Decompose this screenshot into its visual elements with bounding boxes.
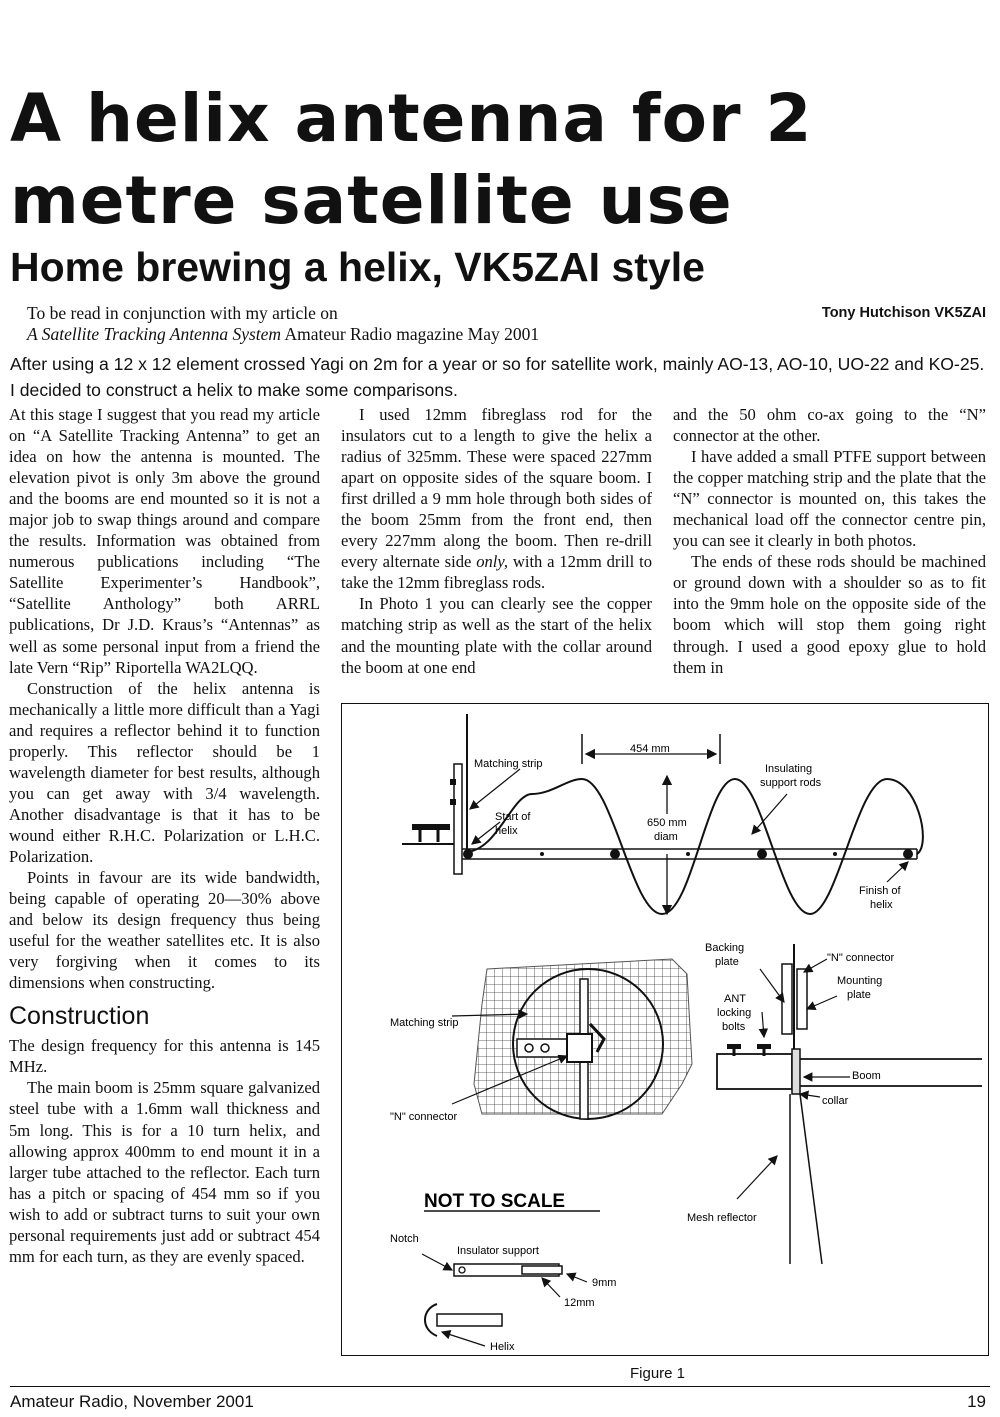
- label-mounting-1: Mounting: [837, 975, 883, 987]
- label-start-1: Start of: [495, 811, 531, 823]
- figure-1-diagram: [341, 703, 989, 1356]
- helix-coil: [465, 779, 923, 914]
- col2-p1-emphasis: only,: [476, 552, 509, 572]
- col1-paragraph-3: Points in favour are its wide bandwidth, being capable of operating 20—30% above and below its design frequency thus being useful for the weather satellites etc. It is also very forgiving when it comes to its dimensions when constructing.: [9, 868, 320, 993]
- col1-paragraph-1: At this stage I suggest that you read my article on “A Satellite Tracking Antenna” to get an idea on how the antenna is mounted. The elevation pivot is only 3m above the ground and the booms are end mounted so it is not a major job to swap things around and compare the results. Information was obtained from numerous publications including “The Satellite Experimenter’s Handbook”, “Satellite Anthology” both ARRL publications, Dr J.D. Kraus’s “Antennas” as well as some personal input from a friend the late Vern “Rip” Riportella WA2LQQ.: [9, 405, 320, 677]
- label-insulator-support: Insulator support: [457, 1245, 539, 1257]
- construction-heading: Construction: [9, 1002, 150, 1031]
- col2-p1-b: with a 12mm drill to take the 12mm fibreglass rods.: [341, 552, 653, 593]
- label-mesh-reflector: Mesh reflector: [687, 1212, 757, 1224]
- label-pitch: 454 mm: [630, 743, 670, 755]
- article-title: A helix antenna for 2 metre satellite use: [10, 80, 813, 239]
- label-9mm: 9mm: [592, 1277, 617, 1289]
- footer-divider: [10, 1386, 990, 1387]
- column-2: [341, 404, 652, 678]
- label-finish-1: Finish of: [859, 885, 901, 897]
- intro-note: [27, 303, 539, 345]
- label-n-connector-top: "N" connector: [827, 952, 895, 964]
- col1-paragraph-2: Construction of the helix antenna is mechanically a little more difficult than a Yagi and requires a reflector behind it to function properly. This reflector should be 1 wavelength diameter for best results, although you can get away with 3/4 wavelength. Another disadvantage is that it has to be wound either R.H.C. Polarization or L.H.C. Polarization.: [9, 678, 320, 866]
- not-to-scale-label: NOT TO SCALE: [424, 1191, 566, 1212]
- locking-bolt-1: [412, 824, 432, 830]
- column-3: [673, 404, 986, 678]
- label-insulating-2: support rods: [760, 777, 822, 789]
- reflector-close-up: [452, 959, 692, 1119]
- locking-bolt-2: [430, 824, 450, 830]
- label-ant-3: bolts: [722, 1021, 746, 1033]
- footer-page-number: 19: [967, 1392, 986, 1411]
- label-matching-strip: Matching strip: [474, 758, 543, 770]
- label-diam-1: 650 mm: [647, 817, 687, 829]
- label-12mm: 12mm: [564, 1297, 595, 1309]
- col1-paragraph-4: The design frequency for this antenna is 145 MHz.: [9, 1036, 320, 1077]
- label-notch: Notch: [390, 1233, 419, 1245]
- label-helix: Helix: [490, 1341, 515, 1353]
- label-ant-2: locking: [717, 1007, 752, 1019]
- label-boom: Boom: [852, 1070, 881, 1082]
- col2-paragraph-1: [341, 404, 652, 593]
- intro-article-title: A Satellite Tracking Antenna System: [27, 324, 282, 344]
- intro-source: Amateur Radio magazine May 2001: [281, 324, 540, 344]
- col3-paragraph-2: I have added a small PTFE support between the copper matching strip and the plate that the “N” connector is mounted on, this takes the mechanical load off the connector centre pin, you can see it clearly in both photos.: [673, 447, 986, 551]
- col3-paragraph-3: The ends of these rods should be machined or ground down with a shoulder so as to fit into the 9mm hole on the opposite side of the boom which will stop them going right through. I used a good epoxy glue to hold them in: [673, 552, 986, 677]
- intro-line-1: To be read in conjunction with my article on: [27, 303, 338, 323]
- label-start-2: helix: [495, 825, 518, 837]
- label-matching-strip-2: Matching strip: [390, 1017, 459, 1029]
- author-byline: Tony Hutchison VK5ZAI: [821, 305, 986, 321]
- label-insulating-1: Insulating: [765, 763, 813, 775]
- col3-paragraph-1: and the 50 ohm co-ax going to the “N” connector at the other.: [673, 405, 986, 446]
- label-diam-2: diam: [654, 831, 678, 843]
- col2-p1-a: I used 12mm fibreglass rod for the insulators cut to a length to give the helix a radius of 325mm. These were spaced 227mm apart on opposite sides of the square boom. I first drilled a 9 mm hole through both sides of the boom 25mm from the front end, then every 227mm along the boom. Then re-drill every alternate side: [341, 405, 652, 572]
- label-collar: collar: [822, 1095, 849, 1107]
- intro-line-2: [27, 324, 539, 345]
- label-backing-1: Backing: [705, 942, 745, 954]
- footer-magazine: Amateur Radio, November 2001: [10, 1392, 254, 1411]
- col1-paragraph-5: The main boom is 25mm square galvanized steel tube with a 1.6mm wall thickness and 5m long. This is for a 10 turn helix, and allowing approx 400mm to end mount it in a larger tube attached to the reflector. Each turn has a pitch or spacing of 454 mm so if you wish to add or subtract turns to suit your own personal requirements just add or subtract 454 mm for each turn, as they are evenly spaced.: [9, 1078, 320, 1266]
- label-ant-1: ANT: [724, 993, 746, 1005]
- figure-caption: Figure 1: [630, 1365, 686, 1382]
- insulator-detail: [422, 1254, 587, 1346]
- label-mounting-2: plate: [847, 989, 871, 1001]
- helix-diagram-svg: [342, 704, 987, 1354]
- column-1: [9, 404, 320, 1267]
- col2-paragraph-2: In Photo 1 you can clearly see the copper matching strip as well as the start of the helix and the mounting plate with the collar around the boom at one end: [341, 594, 652, 677]
- lead-paragraph: After using a 12 x 12 element crossed Yagi on 2m for a year or so for satellite work, mainly AO-13, AO-10, UO-22 and KO-25. I decided to construct a helix to make some comparisons.: [10, 354, 985, 400]
- label-n-connector-bottom: "N" connector: [390, 1111, 458, 1123]
- article-subtitle: Home brewing a helix, VK5ZAI style: [10, 244, 705, 290]
- label-backing-2: plate: [715, 956, 739, 968]
- label-finish-2: helix: [870, 899, 893, 911]
